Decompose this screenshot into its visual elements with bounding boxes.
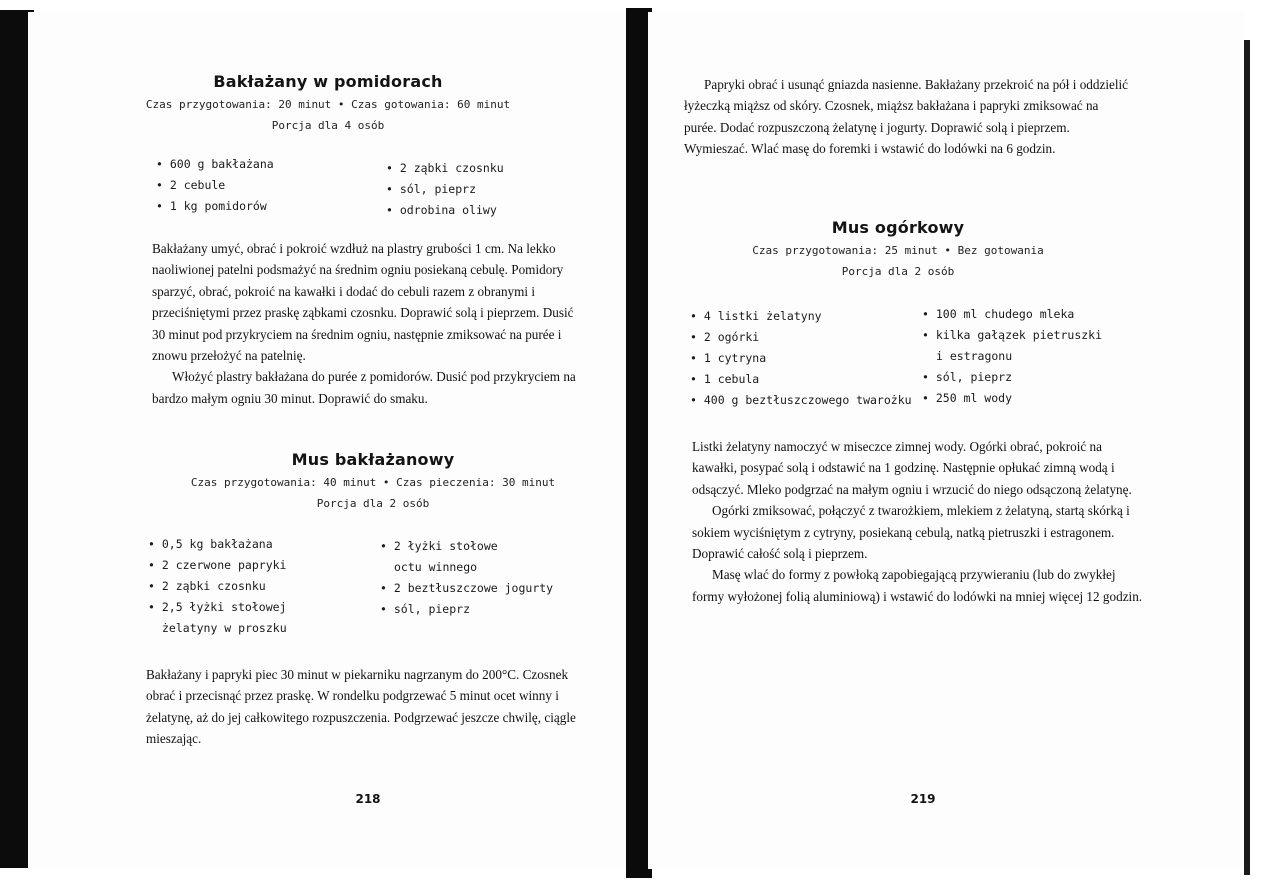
- ingredient-item: • 2 łyżki stołowe: [380, 539, 498, 553]
- ingredients-list-col1: [156, 154, 274, 217]
- ingredient-item: • sól, pieprz: [386, 182, 477, 196]
- scan-right-edge: [1244, 40, 1250, 875]
- ingredient-item: • sól, pieprz: [380, 602, 471, 616]
- instruction-paragraph: Włożyć plastry bakłażana do purée z pomidorów. Dusić pod przykryciem na bardzo małym ogniu 30 minut. Doprawić do smaku.: [152, 369, 576, 406]
- recipe-title-baklazany-w-pomidorach: Bakłażany w pomidorach: [213, 72, 443, 91]
- ingredients-list-col2: [380, 536, 553, 620]
- ingredient-item: • 250 ml wody: [922, 391, 1013, 405]
- ingredient-item: i estragonu: [936, 349, 1013, 363]
- recipe-portion: Porcja dla 4 osób: [271, 119, 385, 132]
- recipe-instructions: [146, 664, 594, 750]
- right-page: [648, 12, 1244, 869]
- left-page: [28, 12, 628, 869]
- instruction-paragraph: Bakłażany umyć, obrać i pokroić wzdłuż na plastry grubości 1 cm. Na lekko naoliwionej patelni podsmażyć na średnim ogniu posiekaną cebulę. Pomidory sparzyć, obrać, pokroić na kawałki i dodać do cebuli razem z obranymi i przeciśniętymi przez praskę ząbkami czosnku. Doprawić solą i pieprzem. Dusić 30 minut pod przykryciem na średnim ogniu, następnie zmiksować na purée i znowu przełożyć na patelnię.: [152, 241, 574, 364]
- recipe-instructions: [692, 436, 1144, 607]
- ingredient-item: • 2 ząbki czosnku: [148, 579, 266, 593]
- ingredient-item: • 1 cytryna: [690, 351, 767, 365]
- recipe-portion: Porcja dla 2 osób: [841, 265, 955, 278]
- ingredient-item: • odrobina oliwy: [386, 203, 497, 217]
- ingredient-item: • 100 ml chudego mleka: [922, 307, 1075, 321]
- recipe-instructions-continued: [684, 74, 1134, 160]
- page-number: 218: [355, 792, 381, 806]
- ingredient-item: • 400 g beztłuszczowego twarożku: [690, 393, 912, 407]
- ingredient-item: • 2,5 łyżki stołowej: [148, 600, 287, 614]
- recipe-instructions: [152, 238, 582, 409]
- ingredient-item: • 2 ząbki czosnku: [386, 161, 504, 175]
- recipe-meta: Czas przygotowania: 40 minut • Czas pieczenia: 30 minut: [190, 476, 556, 489]
- recipe-meta: Czas przygotowania: 25 minut • Bez gotowania: [752, 244, 1044, 257]
- ingredients-list-col2: [386, 158, 504, 221]
- instruction-paragraph: Papryki obrać i usunąć gniazda nasienne. Bakłażany przekroić na pół i oddzielić łyżeczką miąższ od skóry. Czosnek, miąższ bakłażana i papryki zmiksować na purée. Dodać rozpuszczoną żelatynę i jogurty. Doprawić solą i pieprzem. Wymieszać. Wlać masę do foremki i wstawić do lodówki na 6 godzin.: [684, 77, 1129, 157]
- ingredient-item: • kilka gałązek pietruszki: [922, 328, 1103, 342]
- ingredient-item: • 1 cebula: [690, 372, 760, 386]
- recipe-meta: Czas przygotowania: 20 minut • Czas gotowania: 60 minut: [145, 98, 511, 111]
- ingredient-item: • 2 czerwone papryki: [148, 558, 287, 572]
- ingredient-item: • 2 beztłuszczowe jogurty: [380, 581, 554, 595]
- ingredient-item: • 0,5 kg bakłażana: [148, 537, 273, 551]
- ingredient-item: • 2 ogórki: [690, 330, 760, 344]
- recipe-portion: Porcja dla 2 osób: [316, 497, 430, 510]
- ingredient-item: • 4 listki żelatyny: [690, 309, 822, 323]
- ingredient-item: żelatyny w proszku: [162, 621, 287, 635]
- instruction-paragraph: Listki żelatyny namoczyć w miseczce zimnej wody. Ogórki obrać, pokroić na kawałki, posypać solą i odstawić na 1 godzinę. Następnie opłukać zimną wodą i odsączyć. Mleko podgrzać na małym ogniu i wrzucić do niego odsączoną żelatynę.: [692, 439, 1132, 497]
- recipe-title-mus-ogorkowy: Mus ogórkowy: [831, 218, 965, 237]
- instruction-paragraph: Masę wlać do formy z powłoką zapobiegającą przywieraniu (lub do zwykłej formy wyłożonej folią aluminiową) i wstawić do lodówki na mniej więcej 12 godzin.: [692, 567, 1143, 604]
- ingredient-item: octu winnego: [394, 560, 478, 574]
- recipe-title-mus-baklazanowy: Mus bakłażanowy: [291, 450, 455, 469]
- ingredient-item: • 2 cebule: [156, 178, 226, 192]
- ingredient-item: • sól, pieprz: [922, 370, 1013, 384]
- instruction-paragraph: Ogórki zmiksować, połączyć z twarożkiem, mlekiem z żelatyną, startą skórką i sokiem wyciśniętym z cytryny, posiekaną cebulą, natką pietruszki i estragonem. Doprawić całość solą i pieprzem.: [692, 503, 1130, 562]
- instruction-paragraph: Bakłażany i papryki piec 30 minut w piekarniku nagrzanym do 200°C. Czosnek obrać i przecisnąć przez praskę. W rondelku podgrzewać 5 minut ocet winny i żelatynę, aż do jej całkowitego rozpuszczenia. Podgrzewać jeszcze chwilę, ciągle mieszając.: [146, 667, 576, 747]
- ingredient-item: • 600 g bakłażana: [156, 157, 274, 171]
- ingredients-list-col1: [690, 306, 912, 411]
- page-number: 219: [910, 792, 936, 806]
- ingredients-list-col1: [148, 534, 287, 639]
- ingredients-list-col2: [922, 304, 1102, 409]
- ingredient-item: • 1 kg pomidorów: [156, 199, 267, 213]
